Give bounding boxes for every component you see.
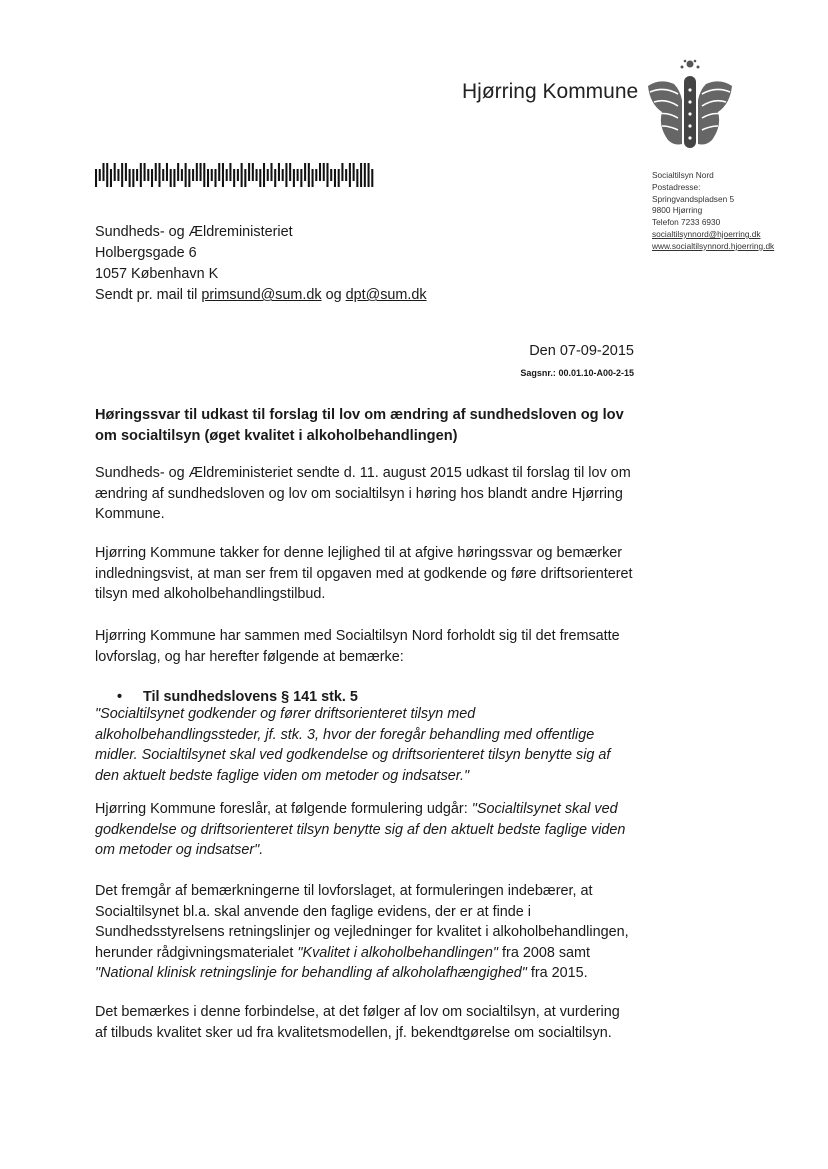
barcode-bar xyxy=(151,169,153,187)
text-line: Sundheds- og Ældreministeriet sendte d. 11. august 2015 udkast til forslag til lov om xyxy=(95,465,631,481)
document-title-1: "Kvalitet i alkoholbehandlingen" xyxy=(297,944,499,961)
recipient-email-link-1[interactable]: primsund@sum.dk xyxy=(201,287,322,303)
sender-city: 9800 Hjørring xyxy=(652,205,703,216)
recipient-city: 1057 København K xyxy=(95,266,219,282)
law-quote xyxy=(95,704,655,786)
recipient-name: Sundheds- og Ældreministeriet xyxy=(95,224,293,240)
bullet-heading-text: Til sundhedslovens § 141 stk. 5 xyxy=(143,689,358,705)
barcode-bar xyxy=(102,163,104,181)
text-line: lovforslag, og har herefter følgende at bemærke: xyxy=(95,648,404,665)
barcode-bar xyxy=(308,163,310,187)
postal-barcode xyxy=(95,163,375,187)
barcode-bar xyxy=(226,169,228,181)
barcode-bar xyxy=(371,169,373,187)
sent-by-mail-line xyxy=(95,285,427,306)
title-line: om socialtilsyn (øget kvalitet i alkoholbehandlingen) xyxy=(95,427,458,444)
proposal-quote: "Socialtilsynet skal ved xyxy=(471,801,618,817)
barcode-bar xyxy=(356,169,358,187)
barcode-bar xyxy=(229,163,231,181)
sender-postal-label: Postadresse: xyxy=(652,181,701,192)
sender-street: Springvandspladsen 5 xyxy=(652,193,735,204)
barcode-bar xyxy=(263,163,265,187)
text-line: Det fremgår af bemærkningerne til lovforslaget, at formuleringen indebærer, at xyxy=(95,883,593,899)
barcode-bar xyxy=(267,169,269,181)
barcode-bar xyxy=(326,163,328,187)
barcode-bar xyxy=(125,163,127,181)
barcode-bar xyxy=(256,169,258,181)
barcode-bar xyxy=(185,163,187,187)
barcode-bar xyxy=(278,163,280,181)
barcode-bar xyxy=(117,169,119,181)
text-segment: herunder rådgivningsmaterialet xyxy=(95,944,298,961)
text-line: Kommune. xyxy=(95,506,165,522)
barcode-bar xyxy=(285,163,287,187)
barcode-bar xyxy=(345,169,347,181)
barcode-bar xyxy=(315,169,317,181)
barcode-bar xyxy=(259,169,261,187)
sender-web-link[interactable]: www.socialtilsynnord.hjoerring.dk xyxy=(652,240,775,251)
barcode-bar xyxy=(330,169,332,181)
barcode-bar xyxy=(203,163,205,187)
text-line: Hjørring Kommune takker for denne lejlighed til at afgive høringssvar og bemærker xyxy=(95,545,623,561)
barcode-bar xyxy=(364,163,366,187)
barcode-bar xyxy=(95,169,97,187)
text-line: Hjørring Kommune har sammen med Socialtilsyn Nord forholdt sig til det fremsatte xyxy=(95,628,620,644)
barcode-bar xyxy=(353,163,355,181)
barcode-bar xyxy=(144,163,146,181)
paragraph-intro xyxy=(95,463,655,525)
barcode-bar xyxy=(158,163,160,187)
text-line: godkendelse og driftsorienteret tilsyn benytte sig af den aktuelt bedste faglige viden xyxy=(95,821,626,838)
barcode-bar xyxy=(297,169,299,181)
barcode-bar xyxy=(312,169,314,187)
barcode-bar xyxy=(300,169,302,187)
title-line: Høringssvar til udkast til forslag til lov om ændring af sundhedsloven og lov xyxy=(95,407,624,423)
text-segment: fra 2008 samt xyxy=(498,944,591,961)
barcode-bar xyxy=(270,163,272,181)
paragraph-thanks xyxy=(95,543,655,605)
barcode-bar xyxy=(132,169,134,187)
barcode-bar xyxy=(196,163,198,181)
barcode-bar xyxy=(106,163,108,187)
text-line: Det bemærkes i denne forbindelse, at det følger af lov om socialtilsyn, at vurdering xyxy=(95,1004,620,1020)
barcode-bar xyxy=(214,169,216,187)
barcode-bar xyxy=(293,169,295,187)
barcode-bar xyxy=(114,163,116,181)
barcode-bar xyxy=(222,163,224,187)
paragraph-position xyxy=(95,626,655,667)
barcode-bar xyxy=(147,169,149,181)
barcode-bar xyxy=(248,163,250,181)
barcode-bar xyxy=(166,163,168,181)
quote-line: "Socialtilsynet godkender og fører driftsorienteret tilsyn med xyxy=(95,706,476,722)
barcode-bar xyxy=(274,169,276,187)
barcode-bar xyxy=(136,169,138,181)
barcode-bar xyxy=(170,169,172,187)
barcode-bar xyxy=(233,169,235,187)
barcode-bar xyxy=(252,163,254,181)
barcode-bar xyxy=(188,169,190,187)
text-line: Sundhedsstyrelsens retningslinjer og vejledninger for kvalitet i alkoholbehandlingen, xyxy=(95,924,629,940)
barcode-bar xyxy=(173,169,175,187)
barcode-bar xyxy=(218,163,220,181)
proposal-prefix: Hjørring Kommune foreslår, at følgende formulering udgår: xyxy=(95,801,472,817)
recipient-email-link-2[interactable]: dpt@sum.dk xyxy=(345,287,427,303)
barcode-bar xyxy=(207,169,209,187)
barcode-bar xyxy=(110,169,112,187)
barcode-bar xyxy=(237,169,239,181)
barcode-bar xyxy=(241,163,243,187)
text-line: tilsyn med alkoholbehandlingstilbud. xyxy=(95,586,326,602)
barcode-bar xyxy=(341,163,343,181)
sender-contact-block xyxy=(652,170,774,253)
sent-and: og xyxy=(321,287,346,303)
barcode-bar xyxy=(211,169,213,181)
barcode-bar xyxy=(349,163,351,187)
letter-date: Den 07-09-2015 xyxy=(529,343,634,359)
recipient-street: Holbergsgade 6 xyxy=(95,245,197,261)
quote-line: midler. Socialtilsynet skal ved godkendelse og driftsorienteret tilsyn benytte sig af xyxy=(95,747,611,763)
sent-prefix: Sendt pr. mail til xyxy=(95,287,202,303)
text-line: indledningsvist, at man ser frem til opgaven med at godkende og føre driftsorienteret xyxy=(95,565,633,582)
quote-line: den aktuelt bedste faglige viden om metoder og indsatser." xyxy=(95,767,470,784)
barcode-bar xyxy=(177,163,179,181)
sender-email-link[interactable]: socialtilsynnord@hjoerring.dk xyxy=(652,228,761,239)
barcode-bar xyxy=(338,169,340,187)
barcode-bar xyxy=(368,163,370,187)
text-line: af tilbuds kvalitet sker ud fra kvalitetsmodellen, jf. bekendtgørelse om socialtilsyn. xyxy=(95,1024,612,1041)
barcode-bar xyxy=(121,163,123,187)
barcode-bar xyxy=(334,169,336,187)
case-number-label: Sagsnr.: xyxy=(520,368,556,378)
barcode-bar xyxy=(129,169,131,187)
barcode-bar xyxy=(140,163,142,187)
case-number-value: 00.01.10-A00-2-15 xyxy=(555,368,634,378)
barcode-bar xyxy=(192,169,194,181)
barcode-bar xyxy=(289,163,291,181)
barcode-bar xyxy=(319,163,321,181)
text-line: Socialtilsynet bl.a. skal anvende den faglige evidens, der er at finde i xyxy=(95,903,531,920)
barcode-bar xyxy=(360,163,362,187)
barcode-bar xyxy=(181,169,183,181)
text-line: om metoder og indsatser". xyxy=(95,842,264,858)
case-number xyxy=(520,368,634,378)
text-line xyxy=(95,943,655,964)
paragraph-proposal xyxy=(95,799,655,861)
text-line: ændring af sundhedsloven og lov om socialtilsyn i høring hos blandt andre Hjørring xyxy=(95,485,623,502)
organization-name: Hjørring Kommune xyxy=(462,80,639,103)
text-segment: fra 2015. xyxy=(526,965,588,981)
barcode-bar xyxy=(155,163,157,181)
recipient-address-block xyxy=(95,222,427,306)
quote-line: alkoholbehandlingssteder, jf. stk. 3, hvor der foregår behandling med offentlige xyxy=(95,726,595,743)
document-title-2: "National klinisk retningslinje for behandling af alkoholafhængighed" xyxy=(95,965,527,981)
paragraph-remarks xyxy=(95,881,655,984)
municipality-logo-icon xyxy=(640,56,732,152)
sender-unit: Socialtilsyn Nord xyxy=(652,170,714,180)
sender-phone: Telefon 7233 6930 xyxy=(652,217,721,228)
barcode-bar xyxy=(304,163,306,181)
barcode-bar xyxy=(200,163,202,181)
barcode-bar xyxy=(99,169,101,181)
barcode-bar xyxy=(323,163,325,181)
bullet-symbol: • xyxy=(117,689,123,705)
text-line xyxy=(95,799,655,820)
barcode-bar xyxy=(244,169,246,187)
paragraph-quality-model xyxy=(95,1002,655,1043)
text-line xyxy=(95,963,655,984)
letter-title xyxy=(95,405,655,446)
barcode-bar xyxy=(162,169,164,181)
barcode-bar xyxy=(282,169,284,181)
